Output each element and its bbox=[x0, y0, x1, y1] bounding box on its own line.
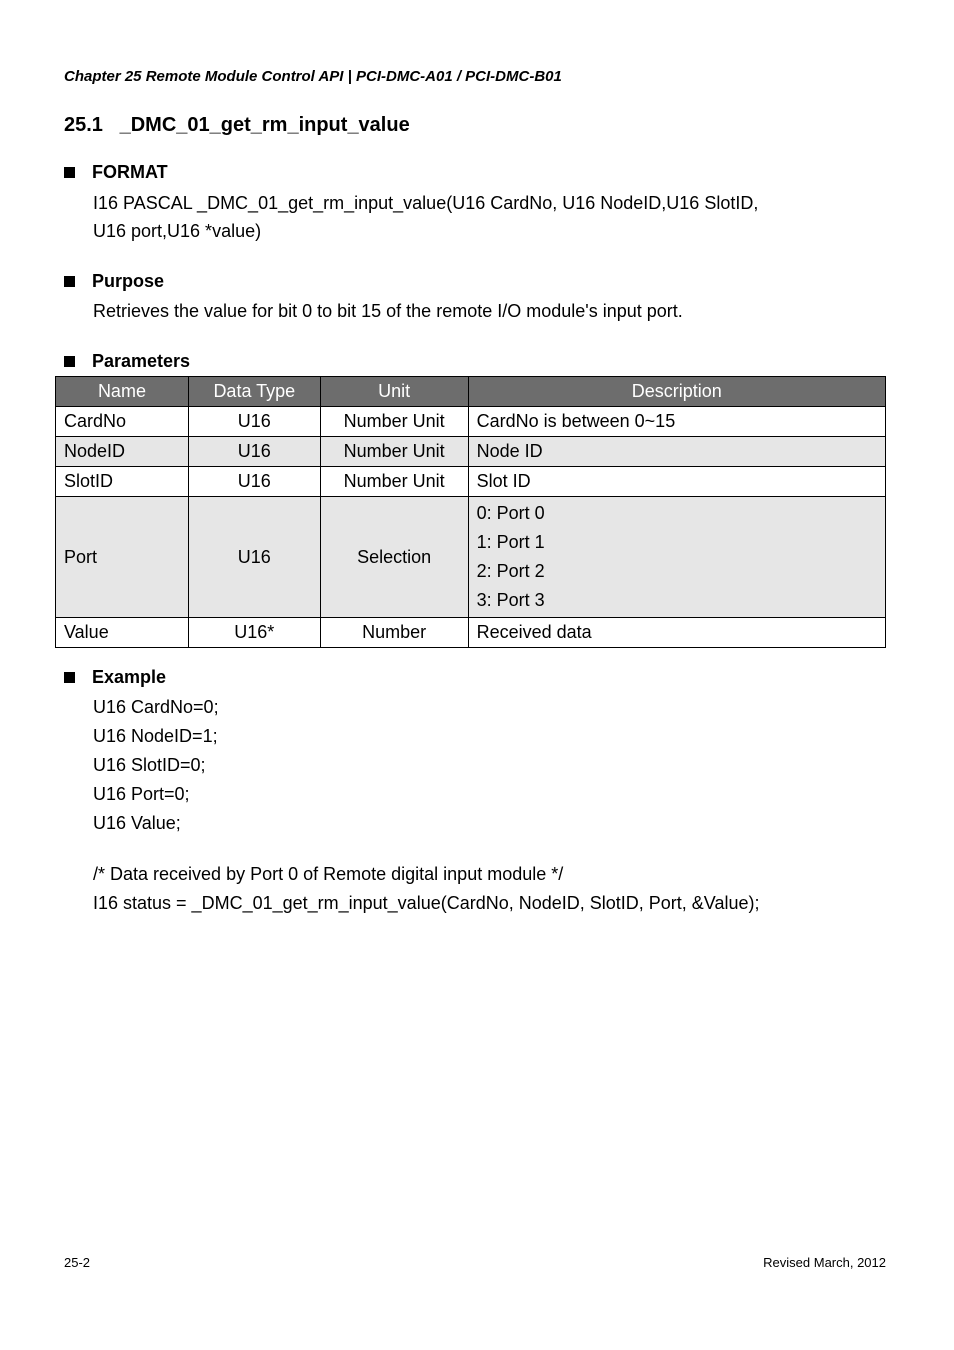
column-header-data-type: Data Type bbox=[188, 377, 320, 407]
example-line: U16 Port=0; bbox=[93, 784, 190, 804]
revision-date: Revised March, 2012 bbox=[763, 1255, 886, 1270]
purpose-heading bbox=[64, 271, 164, 292]
param-unit: Number Unit bbox=[320, 407, 468, 437]
example-heading bbox=[64, 667, 166, 688]
port-option: 0: Port 0 bbox=[476, 503, 545, 523]
param-unit: Selection bbox=[320, 497, 468, 618]
param-description: Received data bbox=[468, 618, 885, 648]
port-option: 1: Port 1 bbox=[476, 532, 545, 552]
example-line: U16 NodeID=1; bbox=[93, 726, 218, 746]
port-option: 3: Port 3 bbox=[476, 590, 545, 610]
param-description: Node ID bbox=[468, 437, 885, 467]
param-type: U16 bbox=[188, 407, 320, 437]
bullet-square-icon bbox=[64, 167, 75, 178]
purpose-heading-label: Purpose bbox=[92, 271, 165, 291]
table-row bbox=[56, 618, 886, 648]
example-line: U16 Value; bbox=[93, 813, 181, 833]
page-number: 25-2 bbox=[64, 1255, 91, 1270]
param-type: U16 bbox=[188, 497, 320, 618]
port-option: 2: Port 2 bbox=[476, 561, 545, 581]
format-heading bbox=[64, 162, 168, 183]
param-name: NodeID bbox=[56, 437, 189, 467]
parameters-table bbox=[55, 376, 886, 648]
param-unit: Number Unit bbox=[320, 467, 468, 497]
param-name: Port bbox=[56, 497, 189, 618]
param-type: U16 bbox=[188, 437, 320, 467]
param-description: Slot ID bbox=[468, 467, 885, 497]
format-line-2: U16 port,U16 *value) bbox=[93, 221, 262, 241]
purpose-text: Retrieves the value for bit 0 to bit 15 of the remote I/O module's input port. bbox=[93, 301, 683, 321]
format-line-1: I16 PASCAL _DMC_01_get_rm_input_value(U16 CardNo, U16 NodeID,U16 SlotID, bbox=[93, 193, 759, 213]
table-row bbox=[56, 497, 886, 618]
column-header-name: Name bbox=[56, 377, 189, 407]
bullet-square-icon bbox=[64, 672, 75, 683]
table-row bbox=[56, 407, 886, 437]
format-heading-label: FORMAT bbox=[92, 162, 168, 182]
table-row bbox=[56, 467, 886, 497]
param-name: Value bbox=[56, 618, 189, 648]
section-title: 25.1 _DMC_01_get_rm_input_value bbox=[64, 114, 410, 136]
param-type: U16 bbox=[188, 467, 320, 497]
chapter-header: Chapter 25 Remote Module Control API | PCI-DMC-A01 / PCI-DMC-B01 bbox=[64, 68, 562, 85]
param-unit: Number Unit bbox=[320, 437, 468, 467]
example-heading-label: Example bbox=[92, 667, 167, 687]
param-description bbox=[468, 497, 885, 618]
param-unit: Number bbox=[320, 618, 468, 648]
param-name: CardNo bbox=[56, 407, 189, 437]
param-description: CardNo is between 0~15 bbox=[468, 407, 885, 437]
column-header-unit: Unit bbox=[320, 377, 468, 407]
example-line: U16 SlotID=0; bbox=[93, 755, 206, 775]
example-call: I16 status = _DMC_01_get_rm_input_value(CardNo, NodeID, SlotID, Port, &Value); bbox=[93, 893, 760, 913]
column-header-description: Description bbox=[468, 377, 885, 407]
example-comment: /* Data received by Port 0 of Remote digital input module */ bbox=[93, 864, 564, 884]
parameters-heading-label: Parameters bbox=[92, 351, 191, 371]
bullet-square-icon bbox=[64, 276, 75, 287]
bullet-square-icon bbox=[64, 356, 75, 367]
param-type: U16* bbox=[188, 618, 320, 648]
example-line: U16 CardNo=0; bbox=[93, 697, 219, 717]
table-header-row bbox=[56, 377, 886, 407]
parameters-heading bbox=[64, 351, 190, 372]
param-name: SlotID bbox=[56, 467, 189, 497]
table-row bbox=[56, 437, 886, 467]
